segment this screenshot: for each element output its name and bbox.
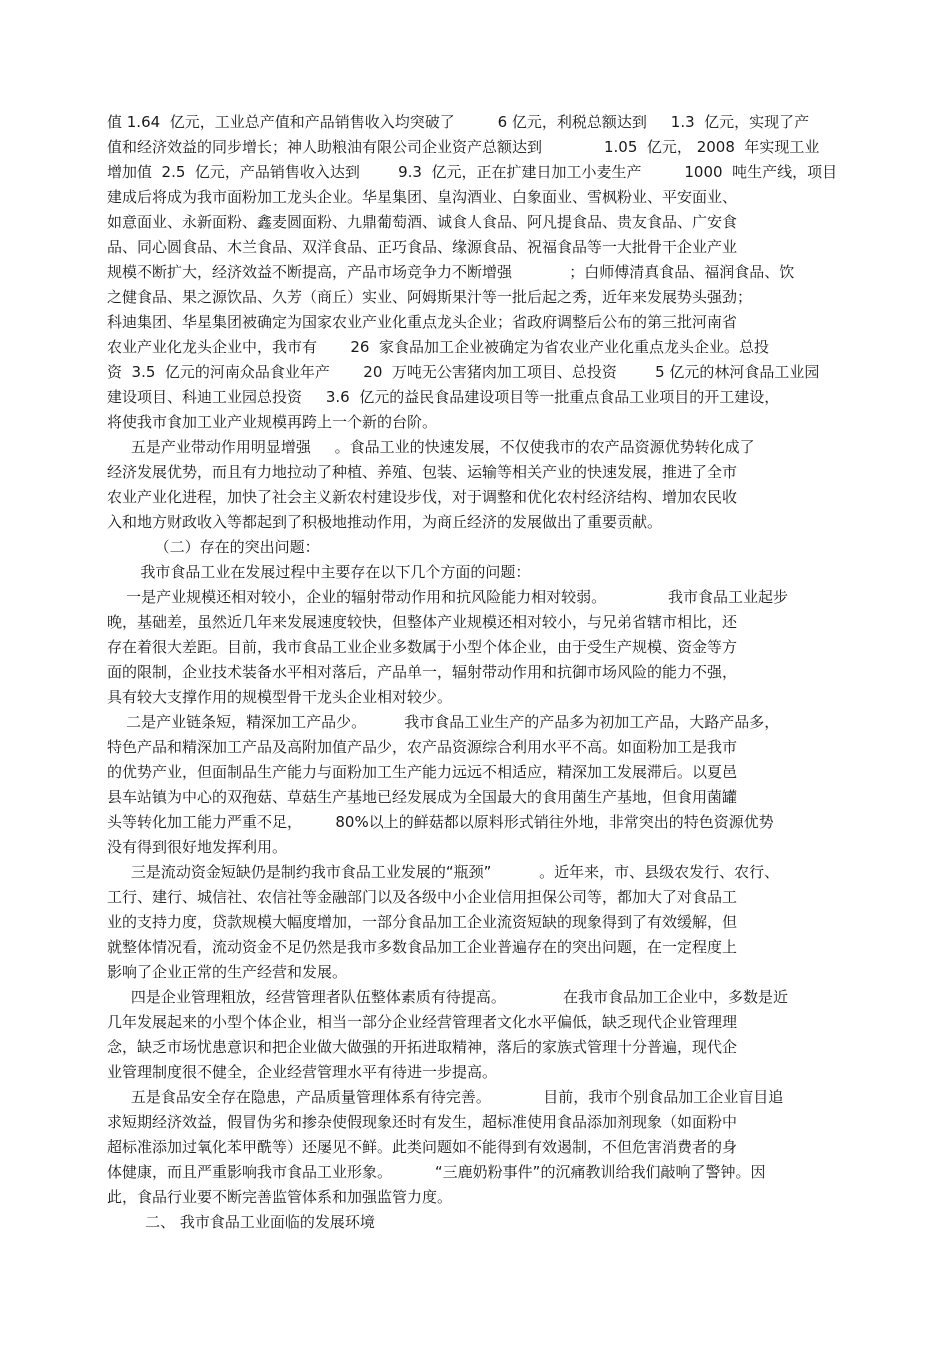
text-line: 值 1.64 亿元，工业总产值和产品销售收入均突破了 6 亿元，利税总额达到 1.3 亿元，实现了产 <box>107 113 810 131</box>
text-line: 超标准添加过氧化苯甲酰等）还屡见不鲜。此类问题如不能得到有效遏制，不但危害消费者的身 <box>107 1138 738 1156</box>
text-line: 增加值 2.5 亿元，产品销售收入达到 9.3 亿元，正在扩建日加工小麦生产 1000 吨生产线，项目 <box>107 163 838 181</box>
text-line: 具有较大支撑作用的规模型骨干龙头企业相对较少。 <box>107 688 453 706</box>
text-line: 农业产业化进程，加快了社会主义新农村建设步伐，对于调整和优化农村经济结构、增加农民收 <box>107 488 738 506</box>
text-line: 体健康，而且严重影响我市食品工业形象。 “三鹿奶粉事件”的沉痛教训给我们敲响了警钟。因 <box>107 1163 766 1181</box>
text-line: 将使我市食加工业产业规模再跨上一个新的台阶。 <box>107 413 438 431</box>
text-line: 规模不断扩大，经济效益不断提高，产品市场竞争力不断增强 ；白师傅清真食品、福润食品、饮 <box>107 263 795 281</box>
text-line: 经济发展优势，而且有力地拉动了种植、养殖、包装、运输等相关产业的快速发展，推进了全市 <box>107 463 738 481</box>
text-line: 我市食品工业在发展过程中主要存在以下几个方面的问题： <box>107 563 531 581</box>
text-line: 入和地方财政收入等都起到了积极地推动作用，为商丘经济的发展做出了重要贡献。 <box>107 513 663 531</box>
text-line: 县车站镇为中心的双孢菇、草菇生产基地已经发展成为全国最大的食用菌生产基地，但食用菌罐 <box>107 788 738 806</box>
text-line: 晚，基础差，虽然近几年来发展速度较快，但整体产业规模还相对较小，与兄弟省辖市相比，还 <box>107 613 738 631</box>
text-line: 的优势产业，但面制品生产能力与面粉加工生产能力远远不相适应，精深加工发展滞后。以夏邑 <box>107 763 738 781</box>
section-heading: 二、 我市食品工业面临的发展环境 <box>107 1213 375 1231</box>
text-line: 业的支持力度，贷款规模大幅度增加，一部分食品加工企业流资短缺的现象得到了有效缓解，但 <box>107 913 738 931</box>
text-line: 品、同心圆食品、木兰食品、双洋食品、正巧食品、缘源食品、祝福食品等一大批骨干企业产业 <box>107 238 738 256</box>
section-heading: （二）存在的突出问题： <box>107 538 320 556</box>
text-line: 念，缺乏市场忧患意识和把企业做大做强的开拓进取精神，落后的家族式管理十分普遍，现代企 <box>107 1038 738 1056</box>
text-line: 建设项目、科迪工业园总投资 3.6 亿元的益民食品建设项目等一批重点食品工业项目的开工建设， <box>107 388 780 406</box>
text-line: 值和经济效益的同步增长；神人助粮油有限公司企业资产总额达到 1.05 亿元， 2008 年实现工业 <box>107 138 820 156</box>
text-line: 面的限制，企业技术装备水平相对落后，产品单一，辐射带动作用和抗御市场风险的能力不强， <box>107 663 738 681</box>
text-line: 几年发展起来的小型个体企业，相当一部分企业经营管理者文化水平偏低，缺乏现代企业管理理 <box>107 1013 738 1031</box>
text-line: 如意面业、永新面粉、鑫麦圆面粉、九鼎葡萄酒、诚食人食品、阿凡提食品、贵友食品、广安食 <box>107 213 738 231</box>
text-line: 之健食品、果之源饮品、久芳（商丘）实业、阿姆斯果汁等一批后起之秀，近年来发展势头强劲； <box>107 288 753 306</box>
text-line: 存在着很大差距。目前，我市食品工业企业多数属于小型个体企业，由于受生产规模、资金等方 <box>107 638 738 656</box>
text-line: 头等转化加工能力严重不足， 80%以上的鲜菇都以原料形式销往外地，非常突出的特色资源优势 <box>107 813 774 831</box>
text-line: 业管理制度很不健全，企业经营管理水平有待进一步提高。 <box>107 1063 498 1081</box>
text-line: 工行、建行、城信社、农信社等金融部门以及各级中小企业信用担保公司等，都加大了对食品工 <box>107 888 738 906</box>
text-line: 四是企业管理粗放，经营管理者队伍整体素质有待提高。 在我市食品加工企业中，多数是近 <box>107 988 789 1006</box>
text-line: 没有得到很好地发挥利用。 <box>107 838 288 856</box>
text-line: 资 3.5 亿元的河南众品食业年产 20 万吨无公害猪肉加工项目、总投资 5 亿元的林河食品工业园 <box>107 363 820 381</box>
text-line: 求短期经济效益，假冒伪劣和掺杂使假现象还时有发生，超标准使用食品添加剂现象（如面粉中 <box>107 1113 738 1131</box>
text-line: 科迪集团、华星集团被确定为国家农业产业化重点龙头企业；省政府调整后公布的第三批河南省 <box>107 313 738 331</box>
text-line: 五是产业带动作用明显增强 。食品工业的快速发展，不仅使我市的农产品资源优势转化成了 <box>107 438 755 456</box>
text-line: 三是流动资金短缺仍是制约我市食品工业发展的“瓶颈” 。近年来，市、县级农发行、农行、 <box>107 863 780 881</box>
text-line: 就整体情况看，流动资金不足仍然是我市多数食品加工企业普遍存在的突出问题，在一定程度上 <box>107 938 738 956</box>
text-line: 建成后将成为我市面粉加工龙头企业。华星集团、皇沟酒业、白象面业、雪枫粉业、平安面业、 <box>107 188 738 206</box>
text-line: 农业产业化龙头企业中，我市有 26 家食品加工企业被确定为省农业产业化重点龙头企业。总投 <box>107 338 770 356</box>
text-line: 一是产业规模还相对较小，企业的辐射带动作用和抗风险能力相对较弱。 我市食品工业起步 <box>107 588 789 606</box>
text-line: 二是产业链条短，精深加工产品少。 我市食品工业生产的产品多为初加工产品，大路产品多， <box>107 713 780 731</box>
text-line: 影响了企业正常的生产经营和发展。 <box>107 963 348 981</box>
text-line: 此，食品行业要不断完善监管体系和加强监管力度。 <box>107 1188 453 1206</box>
text-line: 特色产品和精深加工产品及高附加值产品少，农产品资源综合利用水平不高。如面粉加工是我市 <box>107 738 738 756</box>
text-line: 五是食品安全存在隐患，产品质量管理体系有待完善。 目前，我市个别食品加工企业盲目追 <box>107 1088 784 1106</box>
